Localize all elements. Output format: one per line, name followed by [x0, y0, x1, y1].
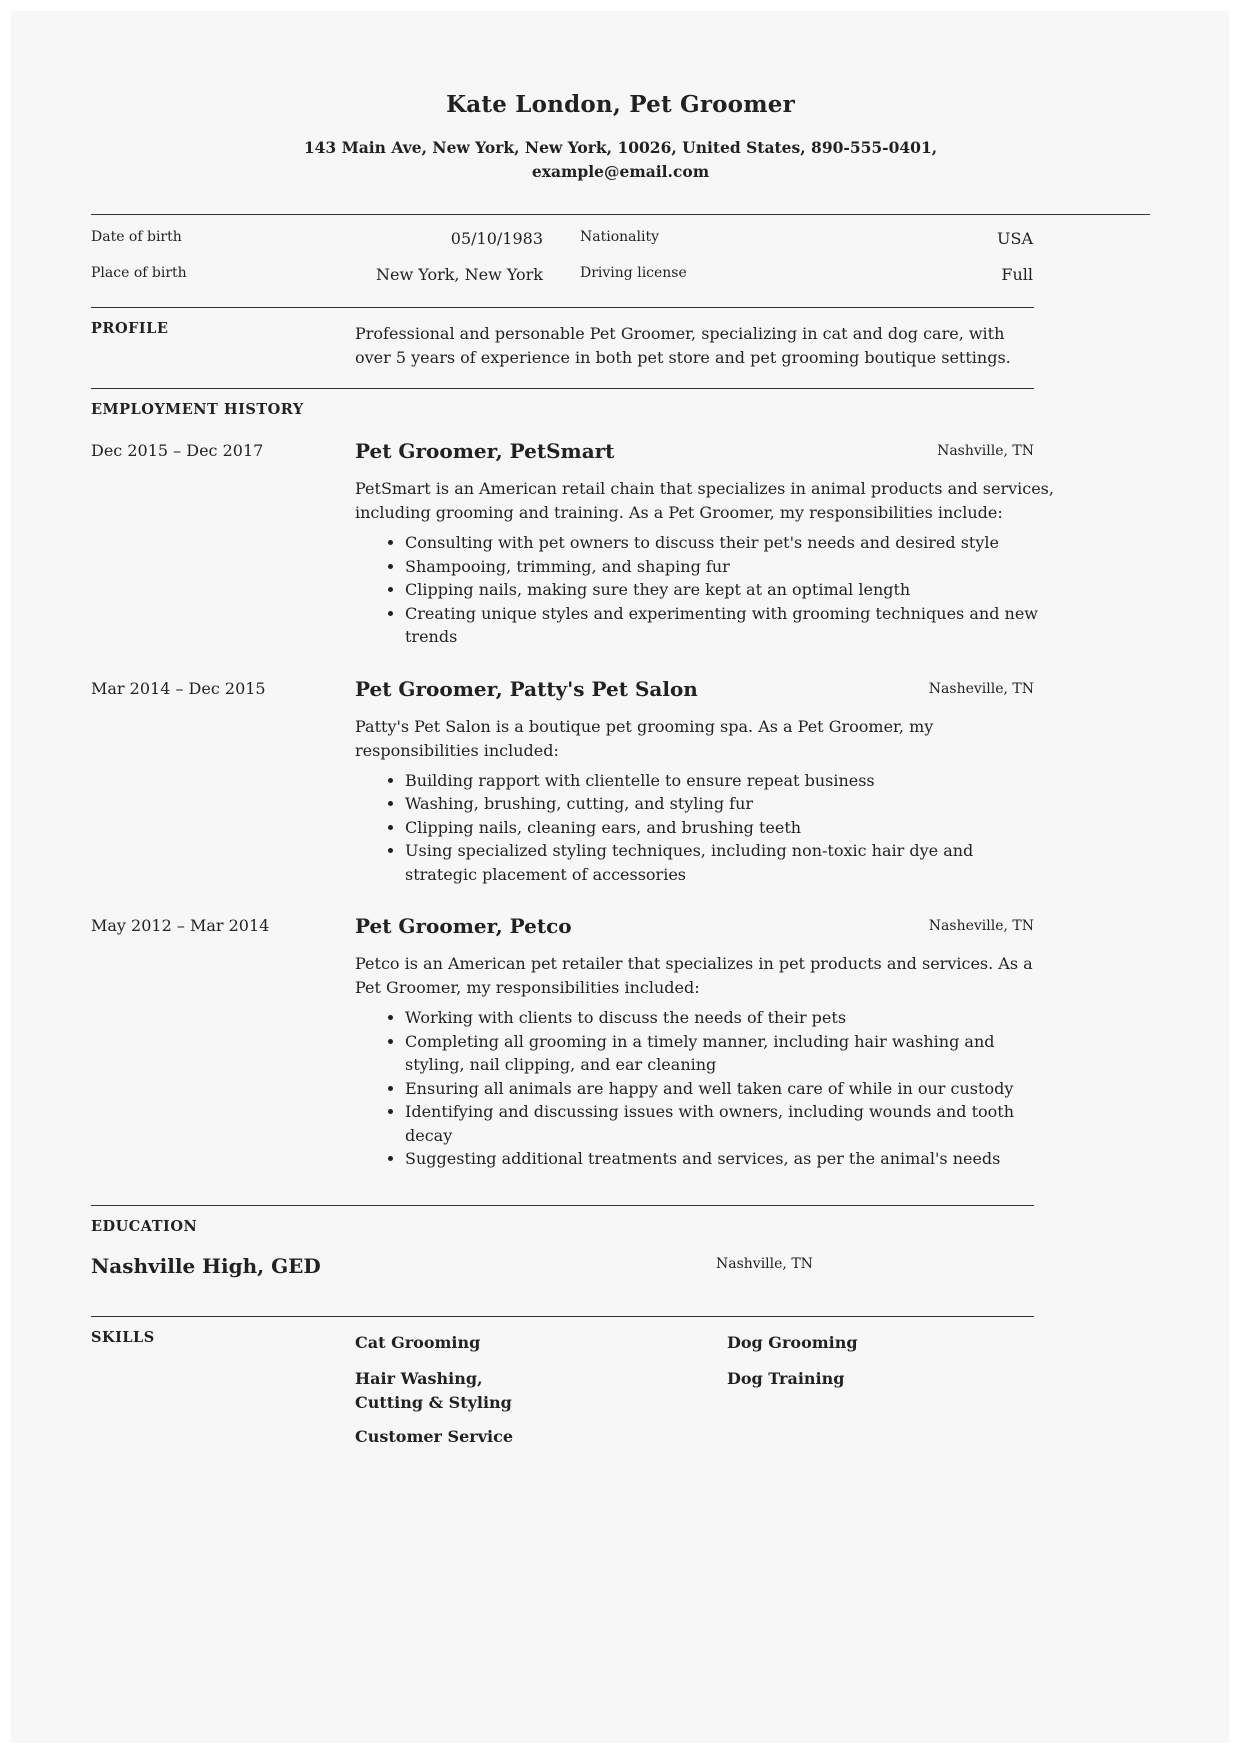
skill-item: Customer Service [355, 1426, 514, 1446]
details-row-1 [91, 229, 1150, 265]
pob-value: New York, New York [376, 265, 543, 284]
job-responsibilities [355, 531, 1045, 649]
job-location: Nashville, TN [937, 443, 1034, 459]
skills-section [91, 1316, 1034, 1481]
dob-label: Date of birth [91, 229, 182, 245]
nationality-label: Nationality [580, 229, 659, 245]
education-location: Nashville, TN [716, 1255, 813, 1272]
list-item: • Ensuring all animals are happy and well taken care of while in our custody [405, 1077, 1045, 1101]
personal-details [91, 214, 1150, 307]
skill-item: Cat Grooming [355, 1332, 481, 1352]
list-item: • Clipping nails, cleaning ears, and brushing teeth [405, 816, 1045, 840]
job-title: Pet Groomer, PetSmart [355, 439, 615, 463]
job-entry [91, 677, 1034, 887]
job-description: Petco is an American pet retailer that specializes in pet products and services. As a Pet Groomer, my responsibilities included: [355, 954, 1033, 997]
details-row-2 [91, 265, 1150, 301]
job-responsibilities [355, 769, 1045, 887]
skills-grid [355, 1331, 1034, 1481]
license-label: Driving license [580, 265, 687, 281]
list-item: • Creating unique styles and experimenting with grooming techniques and new trends [405, 602, 1045, 649]
list-item: • Clipping nails, making sure they are kept at an optimal length [405, 578, 1045, 602]
skills-title: SKILLS [91, 1328, 155, 1346]
contact-info: 143 Main Ave, New York, New York, 10026, United States, 890-555-0401, example@email.com [303, 138, 938, 181]
job-dates: Dec 2015 – Dec 2017 [91, 441, 264, 460]
job-dates: Mar 2014 – Dec 2015 [91, 678, 266, 698]
job-description: Patty's Pet Salon is a boutique pet grooming spa. As a Pet Groomer, my responsibilities included: [355, 716, 934, 760]
list-item: • Shampooing, trimming, and shaping fur [405, 555, 1045, 579]
education-section [91, 1205, 1034, 1316]
list-item: • Working with clients to discuss the needs of their pets [405, 1006, 1045, 1030]
dob-value: 05/10/1983 [450, 229, 543, 248]
license-value: Full [1001, 265, 1033, 284]
job-title: Pet Groomer, Patty's Pet Salon [355, 676, 698, 701]
profile-text: Professional and personable Pet Groomer, specializing in cat and dog care, with over 5 years of experience in both pet store and pet grooming boutique settings. [355, 324, 1011, 367]
list-item: • Identifying and discussing issues with owners, including wounds and tooth decay [405, 1100, 1045, 1147]
nationality-value: USA [997, 229, 1033, 248]
list-item: • Consulting with pet owners to discuss their pet's needs and desired style [405, 531, 1045, 555]
education-school: Nashville High, GED [91, 1253, 321, 1278]
skill-item: Dog Training [727, 1368, 845, 1388]
profile-section [91, 307, 1034, 388]
resume-page [11, 11, 1229, 1743]
job-location: Nasheville, TN [928, 918, 1034, 934]
list-item: • Completing all grooming in a timely manner, including hair washing and styling, nail clipping, and ear cleaning [405, 1030, 1045, 1077]
pob-label: Place of birth [91, 265, 187, 281]
list-item: • Building rapport with clientelle to ensure repeat business [405, 769, 1045, 793]
job-title: Pet Groomer, Petco [355, 914, 572, 938]
list-item: • Using specialized styling techniques, including non-toxic hair dye and strategic placement of accessories [405, 839, 1045, 886]
job-entry [91, 914, 1034, 1171]
skill-item: Hair Washing, Cutting & Styling [355, 1368, 512, 1412]
list-item: • Suggesting additional treatments and services, as per the animal's needs [405, 1147, 1045, 1171]
job-dates: May 2012 – Mar 2014 [91, 916, 270, 935]
employment-title: EMPLOYMENT HISTORY [91, 401, 304, 418]
job-description: PetSmart is an American retail chain that specializes in animal products and services, including grooming and training. As a Pet Groomer, my responsibilities include: [355, 479, 1054, 522]
profile-title: PROFILE [91, 320, 169, 337]
job-responsibilities [355, 1006, 1045, 1171]
candidate-name: Kate London, Pet Groomer [446, 91, 795, 118]
list-item: • Washing, brushing, cutting, and styling fur [405, 792, 1045, 816]
employment-section [91, 388, 1054, 1171]
job-entry [91, 439, 1054, 649]
education-title: EDUCATION [91, 1217, 198, 1235]
skill-item: Dog Grooming [727, 1332, 858, 1352]
job-location: Nasheville, TN [928, 680, 1034, 697]
resume-content [91, 11, 1150, 1481]
